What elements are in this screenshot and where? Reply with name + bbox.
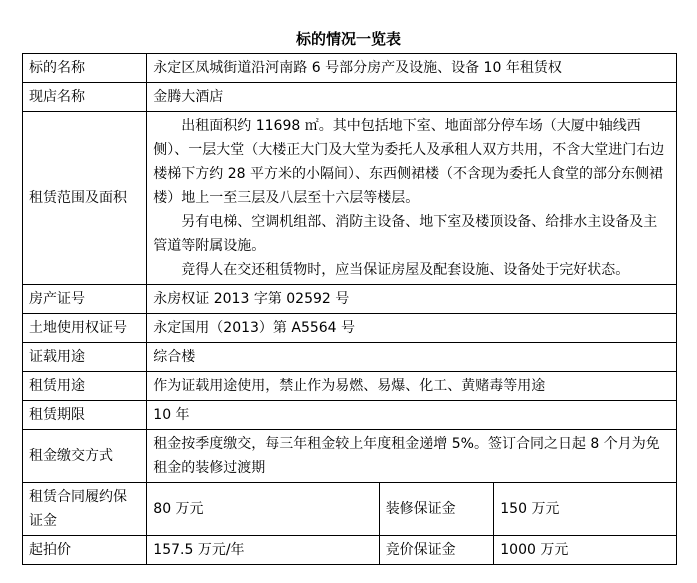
- value-cell: 租金按季度缴交，每三年租金较上年度租金递增 5%。签订合同之日起 8 个月为免租金的装修过渡期: [147, 430, 677, 483]
- table-row: [23, 483, 677, 536]
- scope-cell: [147, 112, 677, 285]
- value-cell: 157.5 万元/年: [147, 536, 379, 565]
- value-cell: 150 万元: [494, 483, 677, 536]
- label-cell: 租赁期限: [23, 401, 147, 430]
- table-row: [23, 536, 677, 565]
- label-cell: 土地使用权证号: [23, 314, 147, 343]
- value-cell: 10 年: [147, 401, 677, 430]
- value-cell: 作为证载用途使用，禁止作为易燃、易爆、化工、黄赌毒等用途: [147, 372, 677, 401]
- table-row: [23, 314, 677, 343]
- table-row: [23, 112, 677, 285]
- value-cell: 永定区凤城街道沿河南路 6 号部分房产及设施、设备 10 年租赁权: [147, 54, 677, 83]
- value-cell: 永定国用（2013）第 A5564 号: [147, 314, 677, 343]
- label-cell: 租金缴交方式: [23, 430, 147, 483]
- label-cell: 证载用途: [23, 343, 147, 372]
- value-cell: 永房权证 2013 字第 02592 号: [147, 285, 677, 314]
- value-cell: 金腾大酒店: [147, 83, 677, 112]
- info-table: [22, 53, 677, 565]
- value-cell: 1000 万元: [494, 536, 677, 565]
- scope-paragraph: 竞得人在交还租赁物时，应当保证房屋及配套设施、设备处于完好状态。: [181, 262, 630, 278]
- label-cell: 装修保证金: [379, 483, 494, 536]
- label-cell: 房产证号: [23, 285, 147, 314]
- table-row: [23, 54, 677, 83]
- label-cell: 现店名称: [23, 83, 147, 112]
- table-row: [23, 285, 677, 314]
- scope-paragraph: 另有电梯、空调机组部、消防主设备、地下室及楼顶设备、给排水主设备及主管道等附属设施。: [153, 214, 658, 254]
- table-row: [23, 83, 677, 112]
- table-row: [23, 343, 677, 372]
- table-row: [23, 372, 677, 401]
- label-cell: 竞价保证金: [379, 536, 494, 565]
- table-title: 标的情况一览表: [295, 30, 401, 48]
- label-cell: 起拍价: [23, 536, 147, 565]
- table-row: [23, 430, 677, 483]
- value-cell: 80 万元: [147, 483, 379, 536]
- label-cell: 租赁范围及面积: [23, 112, 147, 285]
- label-cell: 租赁用途: [23, 372, 147, 401]
- table-row: [23, 401, 677, 430]
- value-cell: 综合楼: [147, 343, 677, 372]
- label-cell: 标的名称: [23, 54, 147, 83]
- label-cell: 租赁合同履约保证金: [23, 483, 147, 536]
- scope-paragraph: 出租面积约 11698 ㎡。其中包括地下室、地面部分停车场（大厦中轴线西侧）、一层大堂（大楼正大门及大堂为委托人及承租人双方共用，不含大堂进门右边楼梯下方约 28 平方米的小隔间）、东西侧裙楼（不含现为委托人食堂的部分东侧裙楼）地上一至三层及八层至十六层等楼层。: [153, 118, 665, 206]
